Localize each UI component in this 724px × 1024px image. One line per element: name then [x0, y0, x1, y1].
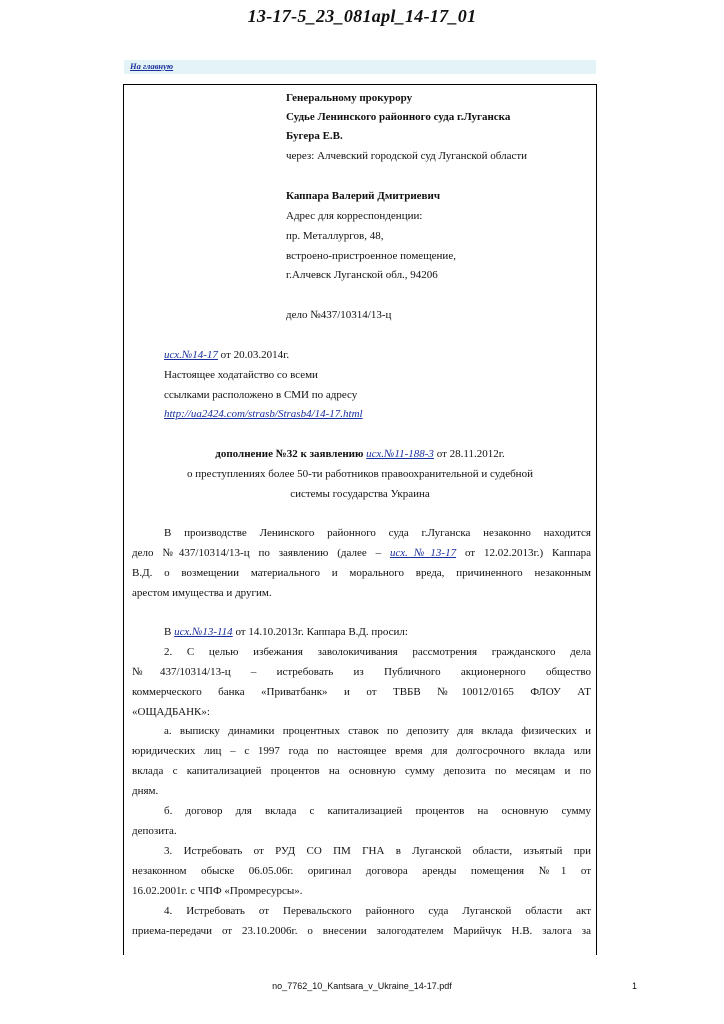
para1-line-3: В.Д. о возмещении материального и морального вреда, причиненного незаконным	[132, 567, 591, 579]
item-b-line-2: депозита.	[132, 825, 177, 837]
outgoing-url-line	[164, 407, 363, 421]
item-a-line-1: а. выписку динамики процентных ставок по депозиту для вклада физических и	[164, 725, 591, 737]
para1-line-1: В производстве Ленинского районного суда г.Луганска незаконно находится	[164, 527, 591, 539]
item3-line-2: незаконном обыске 06.05.06г. оригинал договора аренды помещения №1 от	[132, 865, 591, 877]
heading-link[interactable]: исх.№11-188-3	[366, 448, 434, 460]
heading-date: от 28.11.2012г.	[433, 448, 505, 460]
para1-line-2	[132, 546, 591, 560]
item2-line-3: коммерческого банка «Приватбанк» и от ТВБВ №10012/0165 ФЛОУ АТ	[132, 686, 591, 698]
heading-line-2: о преступлениях более 50-ти работников правоохранительной и судебной	[187, 468, 533, 480]
outgoing-line-2: Настоящее ходатайство со всеми	[164, 369, 318, 381]
para1-line-2a: дело №437/10314/13-ц по заявлению (далее –	[132, 547, 390, 559]
document-frame	[123, 84, 597, 955]
item2-line-4: «ОЩАДБАНК»:	[132, 706, 210, 718]
addressee-line-3: Бугера Е.В.	[286, 130, 343, 142]
footer-page-number: 1	[632, 981, 638, 991]
item-a-line-3: вклада с капитализацией процентов на основную сумму депозита по месяцам и по	[132, 765, 591, 777]
footer-filename: no_7762_10_Kantsara_v_Ukraine_14-17.pdf	[272, 981, 452, 991]
sender-line-1: Адрес для корреспонденции:	[286, 210, 423, 222]
item3-line-3: 16.02.2001г. с ЧПФ «Промресурсы».	[132, 885, 303, 897]
via-line: через: Алчевский городской суд Луганской области	[286, 150, 528, 162]
para2-line	[164, 625, 408, 639]
para2-b: от 14.10.2013г. Каппара В.Д. просил:	[232, 626, 408, 638]
item3-line-1: 3. Истребовать от РУД СО ПМ ГНА в Луганской области, изъятый при	[164, 845, 591, 857]
para1-line-2b: от 12.02.2013г.) Каппара	[456, 547, 591, 559]
heading-line-1	[124, 447, 596, 461]
outgoing-ref	[164, 348, 289, 362]
para1-link[interactable]: исх.№13-17	[389, 547, 457, 559]
item4-line-2: приема-передачи от 23.10.2006г. о внесении залогодателем Марийчук Н.В. залога за	[132, 925, 591, 937]
outgoing-line-3: ссылками расположено в СМИ по адресу	[164, 389, 358, 401]
document-title: 13-17-5_23_081apl_14-17_01	[247, 6, 477, 26]
sender-line-3: встроено-пристроенное помещение,	[286, 250, 456, 262]
para2-link[interactable]: исх.№13-114	[174, 626, 233, 638]
para2-a: В	[164, 626, 175, 638]
para1-line-4: арестом имущества и другим.	[132, 587, 272, 599]
nav-bar	[124, 60, 596, 74]
home-link[interactable]: На главную	[130, 61, 174, 71]
outgoing-ref-link[interactable]: исх.№14-17	[164, 349, 218, 361]
item2-line-1: 2. С целью избежания заволокичивания рассмотрения гражданского дела	[164, 646, 591, 658]
sender-name: Каппара Валерий Дмитриевич	[286, 190, 441, 202]
heading-text: дополнение №32 к заявлению	[215, 448, 367, 460]
outgoing-ref-date: от 20.03.2014г.	[217, 349, 290, 361]
addressee-line-1: Генеральному прокурору	[286, 92, 413, 104]
item-b-line-1: б. договор для вклада с капитализацией процентов на основную сумму	[164, 805, 591, 817]
item-a-line-2: юридических лиц – с 1997 года по настоящее время для долгосрочного вклада или	[132, 745, 591, 757]
addressee-line-2: Судье Ленинского районного суда г.Луганска	[286, 111, 511, 123]
case-number: дело №437/10314/13-ц	[286, 309, 392, 321]
heading-line-3: системы государства Украина	[290, 488, 430, 500]
item2-line-2: №437/10314/13-ц – истребовать из Публичного акционерного общество	[132, 666, 591, 678]
sender-line-4: г.Алчевск Луганской обл., 94206	[286, 269, 438, 281]
outgoing-url-link[interactable]: http://ua2424.com/strasb/Strasb4/14-17.html	[164, 408, 363, 420]
item-a-line-4: дням.	[132, 785, 159, 797]
sender-line-2: пр. Металлургов, 48,	[286, 230, 384, 242]
item4-line-1: 4. Истребовать от Перевальского районного суда Луганской области акт	[164, 905, 591, 917]
